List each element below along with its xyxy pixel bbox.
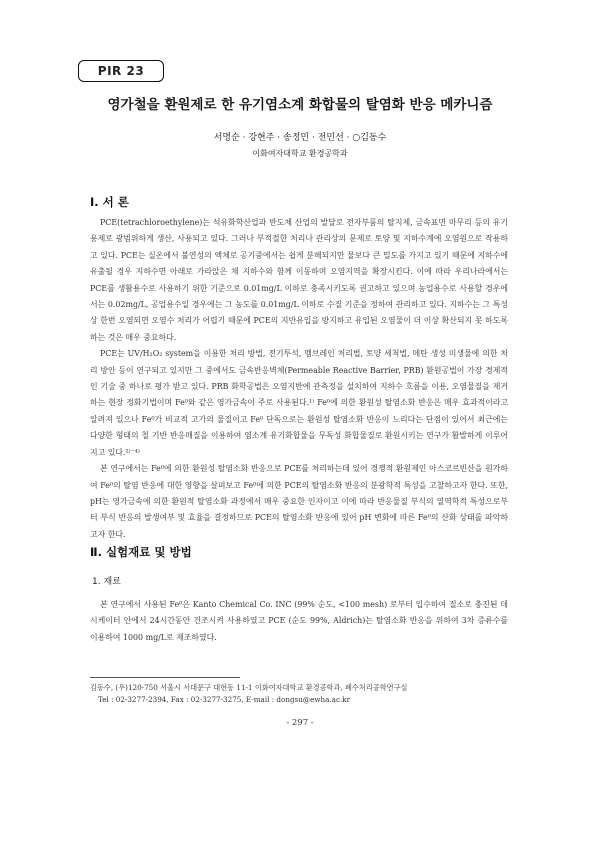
author-list: 서명순 · 강현주 · 송정민 · 전민선 · ○김동수 (213, 133, 387, 143)
affiliation: 이화여자대학교 환경공학과 (252, 149, 348, 158)
section-heading-introduction: Ⅰ. 서 론 (90, 195, 129, 209)
section-heading-methods: Ⅱ. 실험재료 및 방법 (90, 545, 192, 559)
page-number: - 297 - (286, 718, 314, 728)
footnote-divider (90, 677, 240, 678)
paragraph: PCE(tetrachloroethylene)는 석유화학산업과 반도체 산업의 발달로 전자부품의 탈지제, 금속표면 마무리 등의 유기용제로 광범위하게 생산, 사용되고 있다. 그러나 부적절한 처리나 관리상의 문제로 토양 및 지하수계에 오염원으로 작용하고 있다. PCE는 실온에서 불연성의 액체로 공기중에서는 쉽게 분해되지만 물보다 큰 밀도를 가지고 있기 때문에 지하수에 유출될 경우 지하수면 아래로 가라앉은 채 지하수와 함께 이동하며 오염지역을 확장시킨다. 이에 따라 우리나라에서는 PCE를 생활용수로 사용하기 위한 기준으로 0.01mg/L 이하로 충족시키도록 권고하고 있으며 농업용수로 사용할 경우에서는 0.02mg/L, 공업용수일 경우에는 그 농도를 0.01mg/L 이하로 수질 기준을 정하여 관리하고 있다. 지하수는 그 특성상 한번 오염되면 오염수 처리가 어렵기 때문에 PCE의 지반유입을 방지하고 유입된 오염물이 더 이상 확산되지 못 하도록 하는 것은 매우 중요하다. (90, 218, 508, 342)
footnote (90, 682, 510, 705)
subsection-heading-materials: 1. 재료 (92, 577, 121, 587)
footnote-address: 김동수, (우)120-750 서울시 서대문구 대현동 11-1 이화여자대학교 환경공학과, 폐수처리공학연구실 (90, 683, 408, 692)
paper-title: 영가철을 환원제로 한 유기염소계 화합물의 탈염화 반응 메카니즘 (107, 97, 493, 113)
paragraph: 본 연구에서는 Fe⁰에 의한 환원성 탈염소화 반응으로 PCE를 처리하는데 있어 경쟁적 환원제인 아스코르빈산을 원가하여 Fe⁰의 탈염 반응에 대한 영향을 살펴보고 Fe⁰에 의한 PCE의 탈염소화 반응의 분광학적 특성을 고찰하고자 한다. 또한, pH는 영가금속에 의한 환원적 탈염소화 과정에서 매우 중요한 인자이고 이에 따라 반응물질 부식의 열역학적 특성으로부터 부식 반응의 발생여부 및 효율을 결정하므로 PCE의 탈염소화 반응에 있어 pH 변화에 따른 Fe⁰의 산화 상태를 파악하고자 한다. (90, 464, 508, 539)
paragraph: 본 연구에서 사용된 Fe⁰은 Kanto Chemical Co. INC (99% 순도, <100 mesh) 로부터 입수하여 질소로 충진된 데시케이터 안에서 24시간동안 건조시켜 사용하였고 PCE (순도 99%, Aldrich)는 탈염소화 반응을 위하여 3차 증류수를 이용하여 1000 mg/L로 제조하였다. (90, 600, 508, 642)
footnote-contact: Tel : 02-3277-2394, Fax : 02-3277-3275, E-mail : dongsu@ewha.ac.kr (98, 694, 351, 704)
materials-body (90, 597, 508, 646)
paper-tag: PIR 23 (78, 60, 164, 82)
introduction-body (90, 215, 508, 543)
paragraph: PCE는 UV/H₂O₂ system을 이용한 처리 방법, 전기투석, 멤브레인 처리법, 토양 세척법, 메탄 생성 미생물에 의한 처리 방안 등이 연구되고 있지만 그 중에서도 금속반응벽체(Permeable Reactive Barrier, PRB) 환원공법이 가장 경제적인 기술 중 하나로 평가 받고 있다. PRB 화학공법은 오염지반에 관측정을 설치하여 지하수 흐름을 이용, 오염물질을 제거하는 현장 정화기법이며 Fe⁰와 같은 영가금속이 주로 사용된다.¹⁾ Fe⁰에 의한 환원성 탈염소화 반응은 매우 효과적이라고 알려져 있으나 Fe⁰가 비교적 고가의 물질이고 Fe⁰ 단독으로는 환원성 탈염소화 반응이 느리다는 단점이 있어서 최근에는 다양한 형태의 철 기반 반응매질을 이용하여 염소계 유기화합물을 무독성 화합물질로 환원시키는 연구가 활발하게 이루어지고 있다.²⁾⁻⁴⁾ (90, 349, 508, 457)
